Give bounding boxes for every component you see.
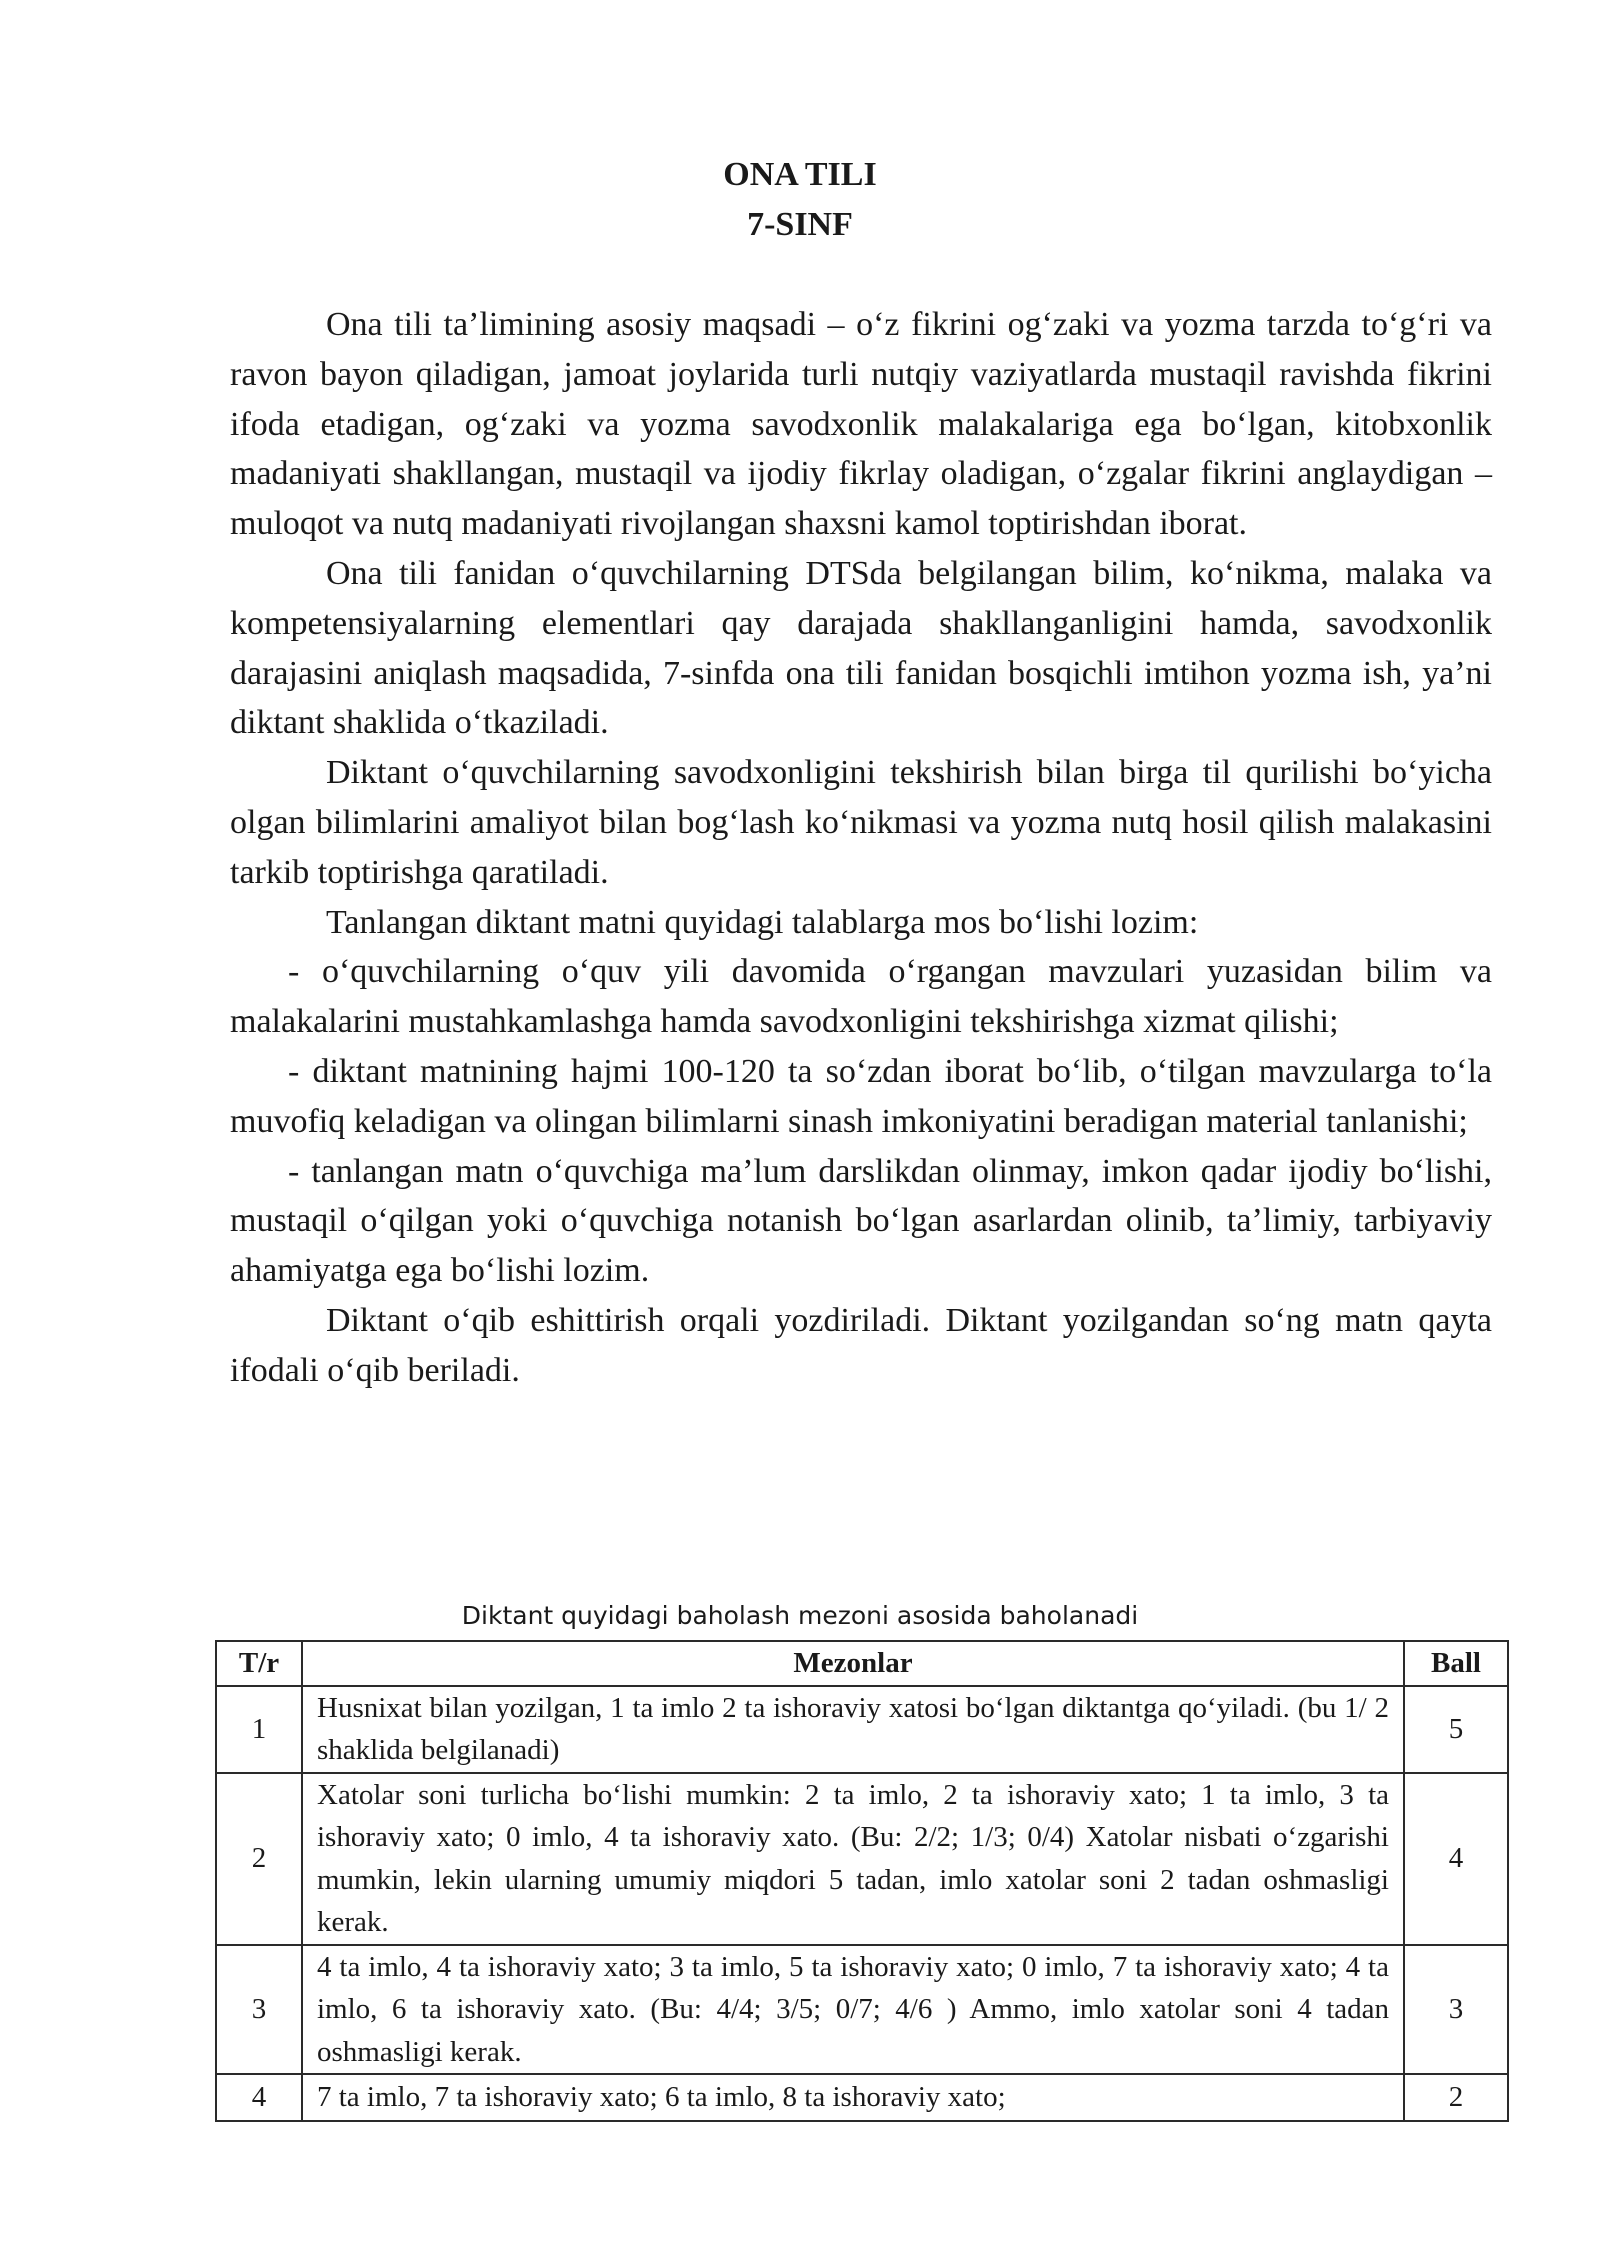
requirement-item: - tanlangan matn o‘quvchiga ma’lum darslikdan olinmay, imkon qadar ijodiy bo‘lishi, mustaqil o‘qilgan yoki o‘quvchiga notanish bo‘lgan asarlardan olinib, ta’limiy, tarbiyaviy ahamiyatga ega bo‘lishi lozim. xyxy=(230,1152,1492,1290)
row-number: 4 xyxy=(216,2074,302,2121)
paragraph-aim: Ona tili ta’limining asosiy maqsadi – o‘z fikrini og‘zaki va yozma tarzda to‘g‘ri va ravon bayon qiladigan, jamoat joylarida turli nutqiy vaziyatlarda mustaqil ravishda fikrini ifoda etadigan, og‘zaki va yozma savodxonlik malakalariga ega bo‘lgan, kitobxonlik madaniyati shakllangan, mustaqil va ijodiy fikrlay oladigan, o‘zgalar fikrini anglaydigan – muloqot va nutq madaniyati rivojlangan shaxsni kamol toptirishdan iborat. xyxy=(230,306,1492,543)
paragraph-dictation-purpose: Diktant o‘quvchilarning savodxonligini tekshirish bilan birga til qurilishi bo‘yicha olgan bilimlarini amaliyot bilan bog‘lash ko‘nikmasi va yozma nutq hosil qilish malakasini tarkib toptirishga qaratiladi. xyxy=(230,754,1492,891)
header-criteria: Mezonlar xyxy=(302,1641,1404,1686)
row-score: 4 xyxy=(1404,1773,1508,1945)
header-score: Ball xyxy=(1404,1641,1508,1686)
table-row xyxy=(216,1945,1508,2075)
row-criteria: Xatolar soni turlicha bo‘lishi mumkin: 2 ta imlo, 2 ta ishoraviy xato; 1 ta imlo, 3 ta ishoraviy xato; 0 imlo, 4 ta ishoraviy xato. (Bu: 2/2; 1/3; 0/4) Xatolar nisbati o‘zgarishi mumkin, lekin ularning umumiy miqdori 5 tadan, imlo xatolar soni 2 tadan oshmasligi kerak. xyxy=(302,1773,1404,1945)
row-score: 5 xyxy=(1404,1686,1508,1773)
paragraph-procedure: Diktant o‘qib eshittirish orqali yozdiriladi. Diktant yozilgandan so‘ng matn qayta ifodali o‘qib beriladi. xyxy=(230,1301,1492,1389)
document-title: ONA TILI xyxy=(723,156,877,193)
row-criteria: 7 ta imlo, 7 ta ishoraviy xato; 6 ta imlo, 8 ta ishoraviy xato; xyxy=(302,2074,1404,2121)
row-score: 3 xyxy=(1404,1945,1508,2075)
requirement-item: - diktant matnining hajmi 100-120 ta so‘zdan iborat bo‘lib, o‘tilgan mavzularga to‘la muvofiq keladigan va olingan bilimlarni sinash imkoniyatini beradigan material tanlanishi; xyxy=(230,1052,1492,1140)
document-body xyxy=(230,300,1492,1396)
document-subtitle: 7-SINF xyxy=(747,206,853,243)
table-row xyxy=(216,2074,1508,2121)
row-number: 2 xyxy=(216,1773,302,1945)
row-number: 3 xyxy=(216,1945,302,2075)
paragraph-requirements-intro: Tanlangan diktant matni quyidagi talablarga mos bo‘lishi lozim: xyxy=(326,903,1199,941)
table-header-row xyxy=(216,1641,1508,1686)
row-criteria: 4 ta imlo, 4 ta ishoraviy xato; 3 ta imlo, 5 ta ishoraviy xato; 0 imlo, 7 ta ishoraviy xato; 4 ta imlo, 6 ta ishoraviy xato. (Bu: 4/4; 3/5; 0/7; 4/6 ) Ammo, imlo xatolar soni 4 tadan oshmasligi kerak. xyxy=(302,1945,1404,2075)
header-number: T/r xyxy=(216,1641,302,1686)
table-row xyxy=(216,1773,1508,1945)
table-caption: Diktant quyidagi baholash mezoni asosida baholanadi xyxy=(461,1601,1139,1630)
grading-criteria-table xyxy=(215,1640,1509,2122)
row-number: 1 xyxy=(216,1686,302,1773)
table-row xyxy=(216,1686,1508,1773)
paragraph-exam-form: Ona tili fanidan o‘quvchilarning DTSda belgilangan bilim, ko‘nikma, malaka va kompetensiyalarning elementlari qay darajada shakllanganligini hamda, savodxonlik darajasini aniqlash maqsadida, 7-sinfda ona tili fanidan bosqichli imtihon yozma ish, ya’ni diktant shaklida o‘tkaziladi. xyxy=(230,554,1492,742)
requirement-item: - o‘quvchilarning o‘quv yili davomida o‘rgangan mavzulari yuzasidan bilim va malakalarini mustahkamlashga hamda savodxonligini tekshirishga xizmat qilishi; xyxy=(230,953,1492,1041)
row-criteria: Husnixat bilan yozilgan, 1 ta imlo 2 ta ishoraviy xatosi bo‘lgan diktantga qo‘yiladi. (bu 1/ 2 shaklida belgilanadi) xyxy=(302,1686,1404,1773)
row-score: 2 xyxy=(1404,2074,1508,2121)
